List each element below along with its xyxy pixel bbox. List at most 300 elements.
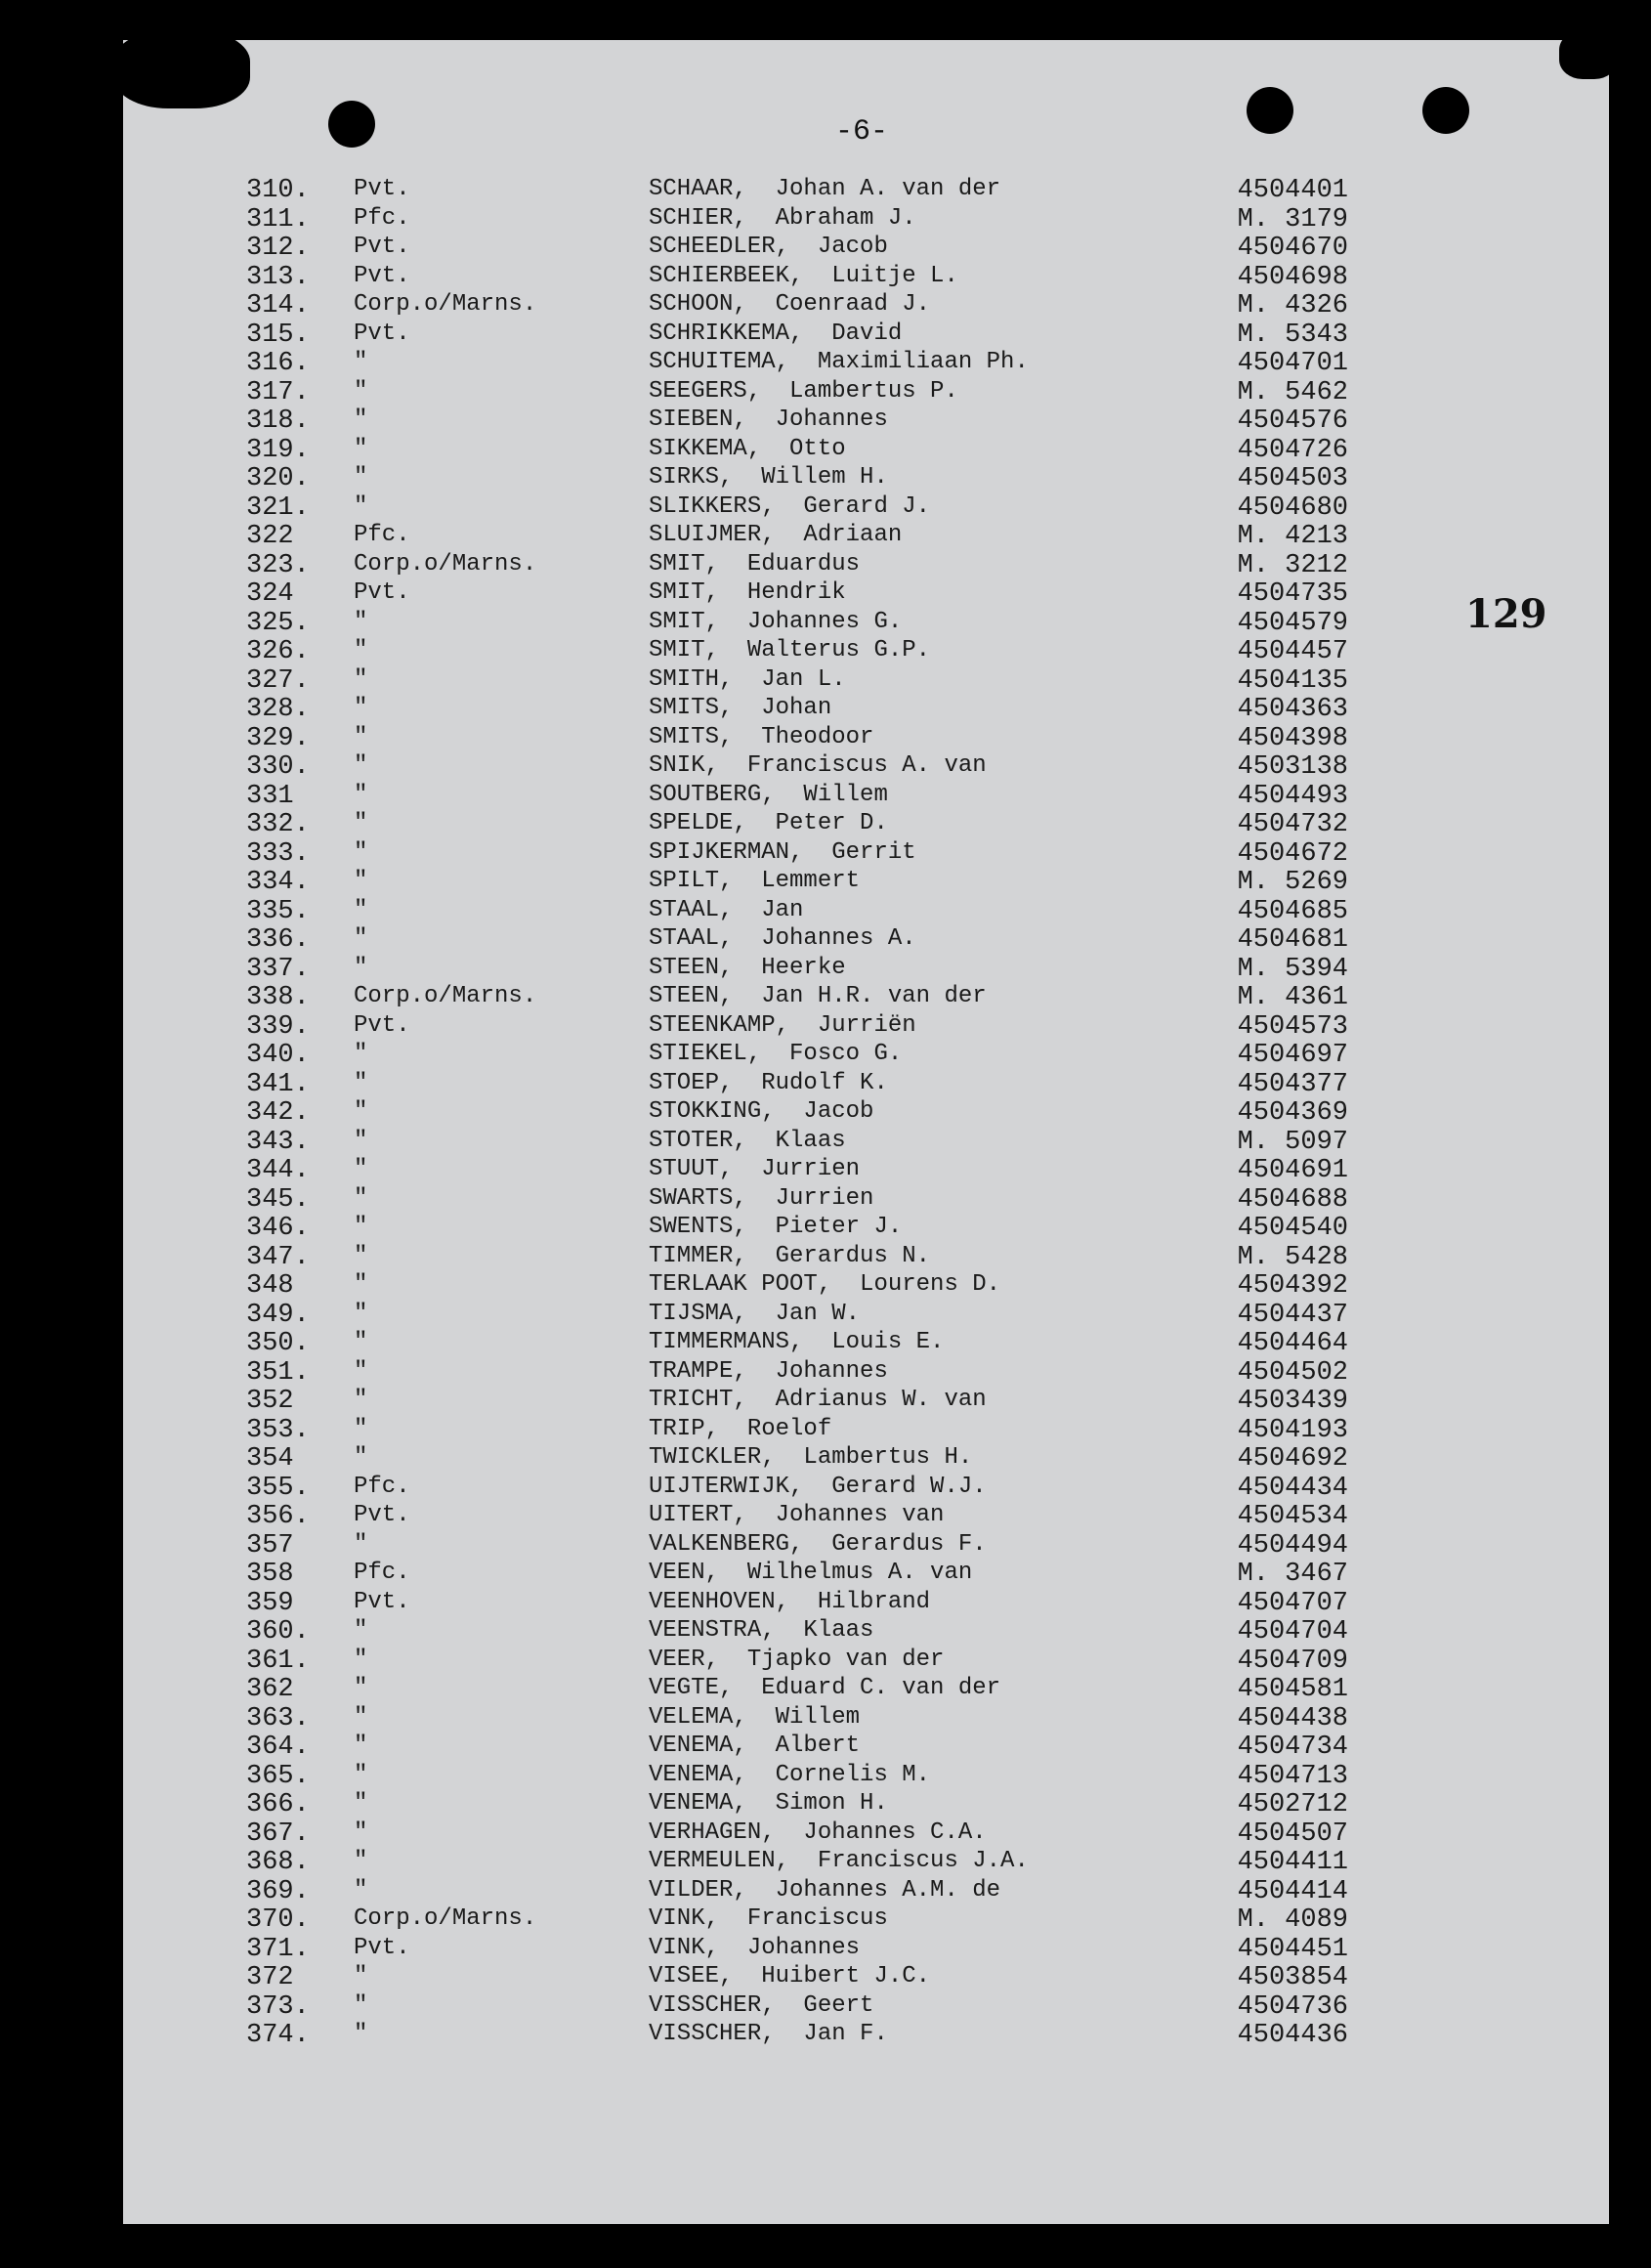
roster-num: 343. xyxy=(246,1127,310,1157)
roster-row xyxy=(0,1877,1651,1905)
roster-num: 319. xyxy=(246,435,310,465)
roster-num: 320. xyxy=(246,464,310,493)
roster-serial: 4504377 xyxy=(1237,1069,1348,1099)
roster-row xyxy=(0,436,1651,464)
roster-row xyxy=(0,695,1651,723)
roster-num: 329. xyxy=(246,723,310,753)
roster-name: SIEBEN, Johannes xyxy=(649,407,888,433)
roster-serial: 4503138 xyxy=(1237,752,1348,782)
roster-rank: " xyxy=(354,1703,368,1731)
roster-serial: 4504507 xyxy=(1237,1819,1348,1849)
roster-serial: 4504701 xyxy=(1237,349,1348,378)
roster-name: STOEP, Rudolf K. xyxy=(649,1069,888,1096)
roster-serial: 4504534 xyxy=(1237,1502,1348,1531)
roster-name: SNIK, Franciscus A. van xyxy=(649,752,987,779)
roster-num: 368. xyxy=(246,1848,310,1877)
roster-row xyxy=(0,551,1651,579)
roster-num: 313. xyxy=(246,262,310,292)
roster-name: SWENTS, Pieter J. xyxy=(649,1214,903,1240)
roster-row xyxy=(0,1790,1651,1819)
roster-row xyxy=(0,321,1651,349)
roster-serial: M. 5394 xyxy=(1237,954,1348,984)
roster-rank: " xyxy=(354,608,368,635)
roster-name: SWARTS, Jurrien xyxy=(649,1184,874,1212)
roster-rank: " xyxy=(354,1733,368,1759)
roster-serial: 4503854 xyxy=(1237,1963,1348,1992)
roster-num: 347. xyxy=(246,1242,310,1272)
roster-name: VEEN, Wilhelmus A. van xyxy=(649,1560,973,1586)
roster-name: SPILT, Lemmert xyxy=(649,868,861,894)
roster-rank: " xyxy=(354,781,368,808)
roster-row xyxy=(0,1012,1651,1041)
roster-num: 344. xyxy=(246,1156,310,1185)
roster-row xyxy=(0,1935,1651,1963)
roster-name: VENEMA, Cornelis M. xyxy=(649,1761,931,1788)
roster-rank: " xyxy=(354,810,368,836)
roster-rank: Pvt. xyxy=(354,1011,410,1039)
roster-num: 332. xyxy=(246,810,310,839)
roster-row xyxy=(0,1156,1651,1184)
roster-num: 354 xyxy=(246,1444,294,1474)
roster-name: SCHIERBEEK, Luitje L. xyxy=(649,262,958,289)
punch-hole xyxy=(328,101,375,148)
roster-num: 353. xyxy=(246,1415,310,1445)
roster-rank: " xyxy=(354,838,368,866)
roster-rank: " xyxy=(354,868,368,894)
roster-name: STEEN, Heerke xyxy=(649,954,846,981)
roster-name: VENEMA, Albert xyxy=(649,1733,861,1759)
roster-rank: " xyxy=(354,1819,368,1846)
roster-row xyxy=(0,579,1651,608)
roster-rank: Corp.o/Marns. xyxy=(354,1905,537,1932)
roster-num: 315. xyxy=(246,320,310,350)
roster-name: VISSCHER, Jan F. xyxy=(649,2021,888,2047)
roster-name: TRIP, Roelof xyxy=(649,1415,832,1442)
roster-serial: 4504681 xyxy=(1237,925,1348,955)
roster-num: 356. xyxy=(246,1502,310,1531)
roster-name: SCHIER, Abraham J. xyxy=(649,204,916,232)
roster-rank: " xyxy=(354,1127,368,1154)
roster-row xyxy=(0,839,1651,868)
roster-num: 365. xyxy=(246,1761,310,1791)
roster-serial: M. 5343 xyxy=(1237,320,1348,350)
roster-num: 337. xyxy=(246,954,310,984)
roster-num: 336. xyxy=(246,925,310,955)
roster-row xyxy=(0,2021,1651,2049)
roster-rank: " xyxy=(354,1300,368,1327)
roster-num: 371. xyxy=(246,1934,310,1964)
roster-name: SOUTBERG, Willem xyxy=(649,781,888,808)
roster-rank: " xyxy=(354,1214,368,1240)
roster-serial: 4504732 xyxy=(1237,810,1348,839)
roster-serial: 4504707 xyxy=(1237,1588,1348,1618)
roster-serial: 4504692 xyxy=(1237,1444,1348,1474)
torn-corner xyxy=(113,30,250,108)
roster-serial: 4504709 xyxy=(1237,1646,1348,1676)
roster-rank: " xyxy=(354,1329,368,1355)
punch-hole xyxy=(1422,87,1469,134)
roster-serial: 4504451 xyxy=(1237,1934,1348,1964)
roster-serial: M. 5097 xyxy=(1237,1127,1348,1157)
roster-row xyxy=(0,493,1651,522)
roster-num: 321. xyxy=(246,492,310,523)
roster-name: TWICKLER, Lambertus H. xyxy=(649,1444,973,1471)
roster-name: VEENHOVEN, Hilbrand xyxy=(649,1588,931,1615)
roster-num: 374. xyxy=(246,2021,310,2050)
roster-row xyxy=(0,1098,1651,1127)
roster-serial: 4504398 xyxy=(1237,723,1348,753)
roster-name: SCHOON, Coenraad J. xyxy=(649,291,931,318)
roster-rank: " xyxy=(354,1790,368,1817)
roster-row xyxy=(0,378,1651,407)
roster-rank: Pvt. xyxy=(354,176,410,202)
roster-rank: " xyxy=(354,695,368,721)
roster-name: VERHAGEN, Johannes C.A. xyxy=(649,1819,987,1846)
roster-serial: 4504579 xyxy=(1237,608,1348,638)
roster-row xyxy=(0,1128,1651,1156)
roster-row xyxy=(0,1474,1651,1502)
roster-serial: 4504697 xyxy=(1237,1041,1348,1070)
roster-num: 325. xyxy=(246,608,310,638)
roster-serial: M. 5462 xyxy=(1237,377,1348,407)
roster-serial: M. 5428 xyxy=(1237,1242,1348,1272)
roster-rank: " xyxy=(354,1271,368,1298)
roster-row xyxy=(0,1416,1651,1444)
roster-serial: 4504680 xyxy=(1237,492,1348,523)
roster-name: TRICHT, Adrianus W. van xyxy=(649,1387,987,1413)
roster-num: 359 xyxy=(246,1588,294,1618)
roster-row xyxy=(0,983,1651,1011)
roster-serial: 4504573 xyxy=(1237,1011,1348,1042)
roster-row xyxy=(0,1819,1651,1848)
roster-row xyxy=(0,666,1651,695)
roster-serial: M. 4089 xyxy=(1237,1905,1348,1935)
roster-name: TERLAAK POOT, Lourens D. xyxy=(649,1271,1001,1298)
roster-num: 327. xyxy=(246,665,310,696)
roster-serial: 4504685 xyxy=(1237,896,1348,926)
roster-name: SCHEEDLER, Jacob xyxy=(649,234,888,260)
roster-serial: 4504392 xyxy=(1237,1271,1348,1301)
roster-num: 333. xyxy=(246,838,310,869)
roster-rank: Pvt. xyxy=(354,320,410,347)
roster-rank: " xyxy=(354,1761,368,1788)
roster-num: 362 xyxy=(246,1675,294,1704)
roster-row xyxy=(0,925,1651,954)
roster-row xyxy=(0,1185,1651,1214)
roster-name: VERMEULEN, Franciscus J.A. xyxy=(649,1848,1029,1874)
roster-serial: 4504401 xyxy=(1237,176,1348,205)
roster-rank: Corp.o/Marns. xyxy=(354,550,537,578)
roster-name: STOTER, Klaas xyxy=(649,1127,846,1154)
roster-rank: " xyxy=(354,954,368,981)
roster-name: VEER, Tjapko van der xyxy=(649,1646,945,1673)
roster-serial: 4504672 xyxy=(1237,838,1348,869)
roster-num: 339. xyxy=(246,1011,310,1042)
roster-num: 316. xyxy=(246,349,310,378)
roster-num: 369. xyxy=(246,1876,310,1906)
roster-row xyxy=(0,1531,1651,1560)
roster-serial: M. 4213 xyxy=(1237,522,1348,551)
roster-name: STAAL, Johannes A. xyxy=(649,925,916,952)
roster-num: 342. xyxy=(246,1098,310,1128)
roster-row xyxy=(0,291,1651,320)
roster-name: SMIT, Johannes G. xyxy=(649,608,903,635)
roster-row xyxy=(0,1675,1651,1703)
roster-num: 312. xyxy=(246,234,310,263)
roster-row xyxy=(0,1762,1651,1790)
roster-name: STAAL, Jan xyxy=(649,896,804,923)
roster-serial: 4504688 xyxy=(1237,1184,1348,1215)
roster-num: 338. xyxy=(246,983,310,1012)
roster-rank: Pvt. xyxy=(354,579,410,606)
roster-row xyxy=(0,263,1651,291)
roster-name: VELEMA, Willem xyxy=(649,1703,861,1731)
roster-row xyxy=(0,522,1651,550)
roster-serial: 4504414 xyxy=(1237,1876,1348,1906)
roster-name: STOKKING, Jacob xyxy=(649,1098,874,1125)
roster-name: TIMMERMANS, Louis E. xyxy=(649,1329,945,1355)
roster-serial: 4504135 xyxy=(1237,665,1348,696)
roster-rank: " xyxy=(354,1415,368,1442)
roster-name: TIMMER, Gerardus N. xyxy=(649,1242,931,1269)
roster-name: VINK, Franciscus xyxy=(649,1905,888,1932)
roster-serial: 4504434 xyxy=(1237,1473,1348,1503)
roster-row xyxy=(0,1992,1651,2021)
roster-serial: 4504581 xyxy=(1237,1675,1348,1704)
roster-num: 372 xyxy=(246,1963,294,1992)
roster-name: SMIT, Hendrik xyxy=(649,579,846,606)
roster-rank: " xyxy=(354,1242,368,1269)
roster-rank: " xyxy=(354,637,368,663)
roster-row xyxy=(0,1647,1651,1675)
roster-name: UIJTERWIJK, Gerard W.J. xyxy=(649,1473,987,1500)
roster-serial: 4504691 xyxy=(1237,1156,1348,1185)
roster-row xyxy=(0,1301,1651,1329)
roster-name: STIEKEL, Fosco G. xyxy=(649,1041,903,1067)
roster-num: 335. xyxy=(246,896,310,926)
roster-num: 322 xyxy=(246,522,294,551)
roster-rank: Pfc. xyxy=(354,1560,410,1586)
roster-num: 345. xyxy=(246,1184,310,1215)
roster-serial: 4504540 xyxy=(1237,1214,1348,1243)
roster-serial: 4504726 xyxy=(1237,435,1348,465)
roster-row xyxy=(0,609,1651,637)
roster-name: SIKKEMA, Otto xyxy=(649,435,846,462)
roster-serial: 4504494 xyxy=(1237,1530,1348,1561)
roster-num: 350. xyxy=(246,1329,310,1358)
roster-row xyxy=(0,349,1651,377)
roster-name: SLUIJMER, Adriaan xyxy=(649,522,903,548)
roster-num: 348 xyxy=(246,1271,294,1301)
roster-serial: 4504736 xyxy=(1237,1991,1348,2022)
roster-serial: M. 5269 xyxy=(1237,868,1348,897)
roster-serial: M. 4326 xyxy=(1237,291,1348,321)
roster-num: 328. xyxy=(246,695,310,724)
roster-name: SMIT, Walterus G.P. xyxy=(649,637,931,663)
roster-rank: " xyxy=(354,1530,368,1558)
roster-num: 310. xyxy=(246,176,310,205)
roster-num: 360. xyxy=(246,1617,310,1647)
roster-row xyxy=(0,1271,1651,1300)
roster-row xyxy=(0,1243,1651,1271)
roster-num: 373. xyxy=(246,1991,310,2022)
roster-serial: 4504704 xyxy=(1237,1617,1348,1647)
roster-name: STEENKAMP, Jurriën xyxy=(649,1011,916,1039)
roster-serial: 4504457 xyxy=(1237,637,1348,666)
roster-num: 323. xyxy=(246,550,310,580)
roster-name: STEEN, Jan H.R. van der xyxy=(649,983,987,1009)
roster-num: 330. xyxy=(246,752,310,782)
roster-rank: " xyxy=(354,1963,368,1990)
roster-serial: 4504734 xyxy=(1237,1733,1348,1762)
roster-rank: " xyxy=(354,1357,368,1385)
roster-row xyxy=(0,1848,1651,1876)
roster-name: VINK, Johannes xyxy=(649,1934,861,1961)
roster-row xyxy=(0,1704,1651,1733)
roster-row xyxy=(0,1617,1651,1646)
roster-rank: " xyxy=(354,1041,368,1067)
roster-name: VEENSTRA, Klaas xyxy=(649,1617,874,1644)
roster-name: VISEE, Huibert J.C. xyxy=(649,1963,931,1990)
roster-serial: 4504735 xyxy=(1237,579,1348,609)
roster-serial: 4503439 xyxy=(1237,1387,1348,1416)
roster-serial: 4504436 xyxy=(1237,2021,1348,2050)
roster-num: 366. xyxy=(246,1790,310,1819)
roster-num: 331 xyxy=(246,781,294,811)
roster-name: VILDER, Johannes A.M. de xyxy=(649,1876,1001,1904)
roster-rank: " xyxy=(354,349,368,375)
roster-rank: Pfc. xyxy=(354,204,410,232)
roster-serial: 4504193 xyxy=(1237,1415,1348,1445)
roster-rank: " xyxy=(354,723,368,750)
roster-rank: " xyxy=(354,665,368,693)
roster-row xyxy=(0,1041,1651,1069)
roster-row xyxy=(0,205,1651,234)
roster-num: 314. xyxy=(246,291,310,321)
roster-name: SMITS, Theodoor xyxy=(649,723,874,750)
roster-row xyxy=(0,234,1651,262)
roster-name: TIJSMA, Jan W. xyxy=(649,1300,861,1327)
roster-row xyxy=(0,1329,1651,1357)
roster-row xyxy=(0,955,1651,983)
roster-name: SPIJKERMAN, Gerrit xyxy=(649,838,916,866)
roster-num: 357 xyxy=(246,1530,294,1561)
roster-row xyxy=(0,1387,1651,1415)
roster-num: 318. xyxy=(246,407,310,436)
roster-serial: M. 4361 xyxy=(1237,983,1348,1012)
roster-rank: " xyxy=(354,1617,368,1644)
roster-rank: " xyxy=(354,1098,368,1125)
roster-row xyxy=(0,810,1651,838)
roster-row xyxy=(0,752,1651,781)
roster-serial: 4504363 xyxy=(1237,695,1348,724)
roster-rank: " xyxy=(354,1387,368,1413)
roster-name: SCHRIKKEMA, David xyxy=(649,320,903,347)
roster-num: 311. xyxy=(246,204,310,235)
roster-num: 341. xyxy=(246,1069,310,1099)
roster-rank: Corp.o/Marns. xyxy=(354,983,537,1009)
roster-rank: " xyxy=(354,1876,368,1904)
roster-num: 355. xyxy=(246,1473,310,1503)
roster-name: SPELDE, Peter D. xyxy=(649,810,888,836)
punch-hole xyxy=(1247,87,1293,134)
roster-rank: Pvt. xyxy=(354,234,410,260)
roster-num: 324 xyxy=(246,579,294,609)
roster-serial: 4502712 xyxy=(1237,1790,1348,1819)
roster-rank: " xyxy=(354,492,368,520)
roster-row xyxy=(0,1589,1651,1617)
roster-serial: 4504502 xyxy=(1237,1357,1348,1388)
roster-num: 346. xyxy=(246,1214,310,1243)
roster-name: VENEMA, Simon H. xyxy=(649,1790,888,1817)
roster-num: 326. xyxy=(246,637,310,666)
roster-num: 340. xyxy=(246,1041,310,1070)
roster-num: 317. xyxy=(246,377,310,407)
torn-corner xyxy=(1559,30,1618,79)
roster-row xyxy=(0,176,1651,204)
roster-rank: " xyxy=(354,2021,368,2047)
roster-num: 370. xyxy=(246,1905,310,1935)
roster-serial: 4504503 xyxy=(1237,464,1348,493)
roster-rank: " xyxy=(354,896,368,923)
roster-serial: 4504698 xyxy=(1237,262,1348,292)
roster-row xyxy=(0,1733,1651,1761)
roster-rank: " xyxy=(354,925,368,952)
roster-rank: " xyxy=(354,435,368,462)
stamped-number: 129 xyxy=(1465,591,1547,637)
roster-serial: 4504713 xyxy=(1237,1761,1348,1791)
roster-serial: 4504493 xyxy=(1237,781,1348,811)
roster-rank: " xyxy=(354,464,368,491)
roster-row xyxy=(0,897,1651,925)
roster-rank: Corp.o/Marns. xyxy=(354,291,537,318)
roster-name: SIRKS, Willem H. xyxy=(649,464,888,491)
roster-rank: Pvt. xyxy=(354,262,410,289)
roster-row xyxy=(0,1905,1651,1934)
roster-serial: 4504670 xyxy=(1237,234,1348,263)
roster-row xyxy=(0,1214,1651,1242)
roster-name: SEEGERS, Lambertus P. xyxy=(649,377,958,405)
roster-row xyxy=(0,868,1651,896)
roster-rank: Pfc. xyxy=(354,1473,410,1500)
roster-name: TRAMPE, Johannes xyxy=(649,1357,888,1385)
roster-name: SCHUITEMA, Maximiliaan Ph. xyxy=(649,349,1029,375)
roster-num: 364. xyxy=(246,1733,310,1762)
roster-rank: " xyxy=(354,1444,368,1471)
roster-row xyxy=(0,1502,1651,1530)
roster-row xyxy=(0,407,1651,435)
roster-num: 363. xyxy=(246,1703,310,1733)
roster-row xyxy=(0,782,1651,810)
roster-name: UITERT, Johannes van xyxy=(649,1502,945,1528)
roster-rank: " xyxy=(354,1646,368,1673)
roster-rank: Pvt. xyxy=(354,1934,410,1961)
roster-row xyxy=(0,464,1651,492)
roster-rank: " xyxy=(354,377,368,405)
roster-name: STUUT, Jurrien xyxy=(649,1156,861,1182)
roster-num: 334. xyxy=(246,868,310,897)
roster-num: 361. xyxy=(246,1646,310,1676)
roster-num: 352 xyxy=(246,1387,294,1416)
roster-serial: M. 3212 xyxy=(1237,550,1348,580)
roster-serial: 4504438 xyxy=(1237,1703,1348,1733)
roster-serial: 4504576 xyxy=(1237,407,1348,436)
roster-name: VALKENBERG, Gerardus F. xyxy=(649,1530,987,1558)
roster-row xyxy=(0,1070,1651,1098)
roster-row xyxy=(0,1963,1651,1991)
roster-rank: " xyxy=(354,1848,368,1874)
roster-num: 367. xyxy=(246,1819,310,1849)
